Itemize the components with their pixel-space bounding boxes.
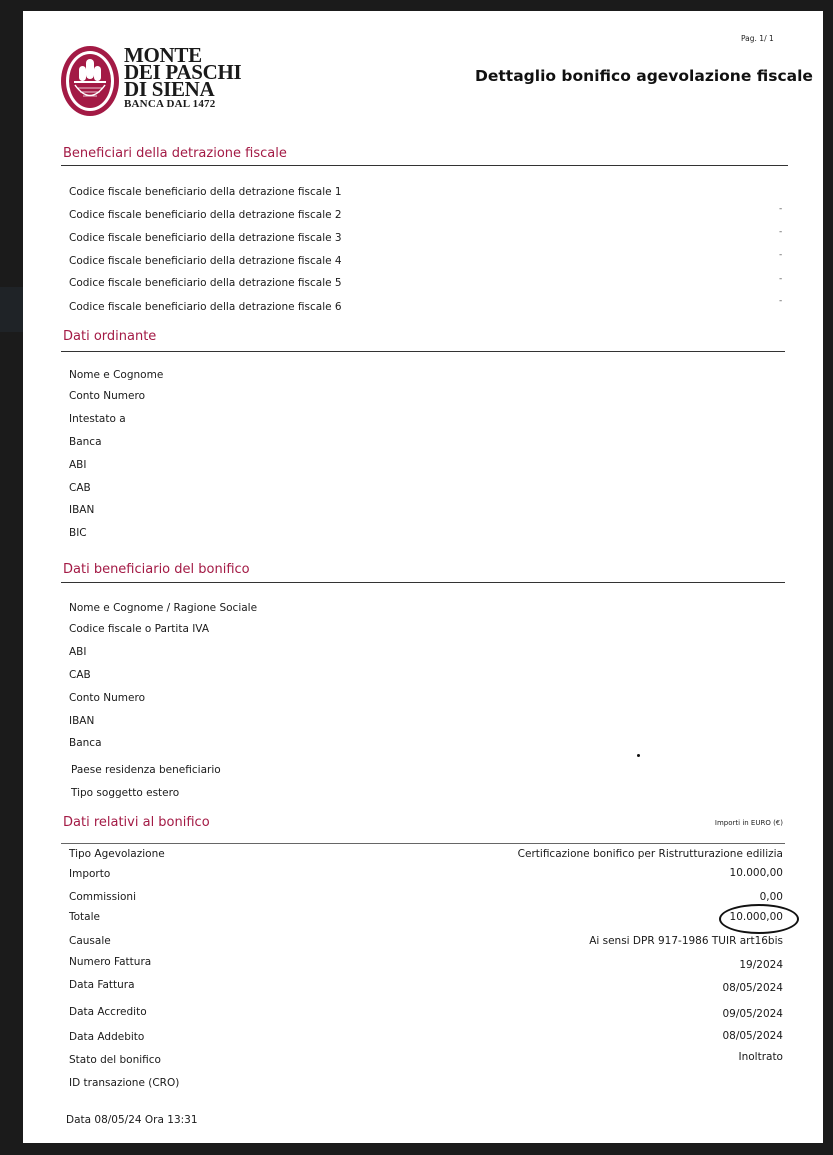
row-label: Commissioni (69, 891, 136, 903)
row-label: Nome e Cognome / Ragione Sociale (69, 602, 258, 614)
row-value: - (779, 274, 783, 284)
totale-value: 10.000,00 (729, 911, 783, 923)
currency-note: Importi in EURO (€) (714, 819, 783, 827)
row-label: ID transazione (CRO) (69, 1077, 180, 1089)
row-label: Codice fiscale beneficiario della detrazione fiscale 5 (69, 277, 342, 289)
logo-line-2: DEI PASCHI (124, 60, 242, 84)
section-title-ordinante: Dati ordinante (63, 329, 157, 344)
row-label: Tipo soggetto estero (71, 787, 180, 799)
row-label: Banca (69, 436, 102, 448)
row-label: ABI (69, 459, 87, 471)
row-label: Importo (69, 868, 111, 880)
causale-value: Ai sensi DPR 917-1986 TUIR art16bis (589, 935, 783, 947)
section-divider (61, 582, 785, 583)
row-label: Data Addebito (69, 1031, 145, 1043)
section-divider (61, 843, 785, 844)
row-label: ABI (69, 646, 87, 658)
numero-fattura-value: 19/2024 (739, 959, 783, 971)
row-label: Codice fiscale beneficiario della detrazione fiscale 3 (69, 232, 342, 244)
row-label: Codice fiscale beneficiario della detrazione fiscale 6 (69, 301, 342, 313)
document-title: Dettaglio bonifico agevolazione fiscale (475, 67, 813, 85)
tipo-agevolazione-value: Certificazione bonifico per Ristrutturazione edilizia (517, 848, 783, 860)
row-label: CAB (69, 482, 91, 494)
data-addebito-value: 08/05/2024 (722, 1030, 783, 1042)
row-label: Intestato a (69, 413, 126, 425)
row-label: CAB (69, 669, 91, 681)
row-value: - (779, 227, 783, 237)
row-label: BIC (69, 527, 87, 539)
commissioni-value: 0,00 (759, 891, 783, 903)
bank-logo (59, 44, 259, 120)
data-accredito-value: 09/05/2024 (722, 1008, 783, 1020)
row-label: Codice fiscale beneficiario della detrazione fiscale 2 (69, 209, 342, 221)
stato-bonifico-value: Inoltrato (738, 1051, 783, 1063)
row-label: Causale (69, 935, 111, 947)
importo-value: 10.000,00 (729, 867, 783, 879)
row-label: Numero Fattura (69, 956, 152, 968)
mps-seal-icon (59, 44, 121, 118)
stray-dot (637, 754, 640, 757)
row-value: - (779, 296, 783, 306)
row-label: Codice fiscale beneficiario della detrazione fiscale 1 (69, 186, 342, 198)
section-divider (61, 351, 785, 352)
section-title-bonifico: Dati relativi al bonifico (63, 815, 210, 830)
row-value: - (779, 250, 783, 260)
logo-tagline: BANCA DAL 1472 (124, 98, 216, 110)
section-divider (61, 165, 788, 166)
logo-line-1: MONTE (124, 43, 202, 67)
row-label: Conto Numero (69, 390, 145, 402)
row-label: Conto Numero (69, 692, 145, 704)
section-title-beneficiario: Dati beneficiario del bonifico (63, 562, 250, 577)
row-label: IBAN (69, 504, 95, 516)
row-label: Stato del bonifico (69, 1054, 161, 1066)
row-label: Data Fattura (69, 979, 135, 991)
document-page (23, 11, 823, 1143)
row-label: Totale (69, 911, 100, 923)
background-strip (0, 287, 23, 332)
handwritten-circle-annotation (719, 904, 799, 934)
row-label: Banca (69, 737, 102, 749)
row-label: Tipo Agevolazione (69, 848, 165, 860)
row-label: IBAN (69, 715, 95, 727)
data-fattura-value: 08/05/2024 (722, 982, 783, 994)
row-label: Paese residenza beneficiario (71, 764, 221, 776)
row-label: Codice fiscale beneficiario della detrazione fiscale 4 (69, 255, 342, 267)
section-title-beneficiari: Beneficiari della detrazione fiscale (63, 146, 287, 161)
logo-line-3: DI SIENA (124, 77, 215, 101)
print-timestamp: Data 08/05/24 Ora 13:31 (66, 1114, 198, 1126)
row-label: Data Accredito (69, 1006, 147, 1018)
page-indicator: Pag. 1/ 1 (741, 34, 774, 43)
row-value: - (779, 204, 783, 214)
row-label: Nome e Cognome (69, 369, 164, 381)
row-label: Codice fiscale o Partita IVA (69, 623, 210, 635)
logo-wordmark (124, 43, 242, 111)
